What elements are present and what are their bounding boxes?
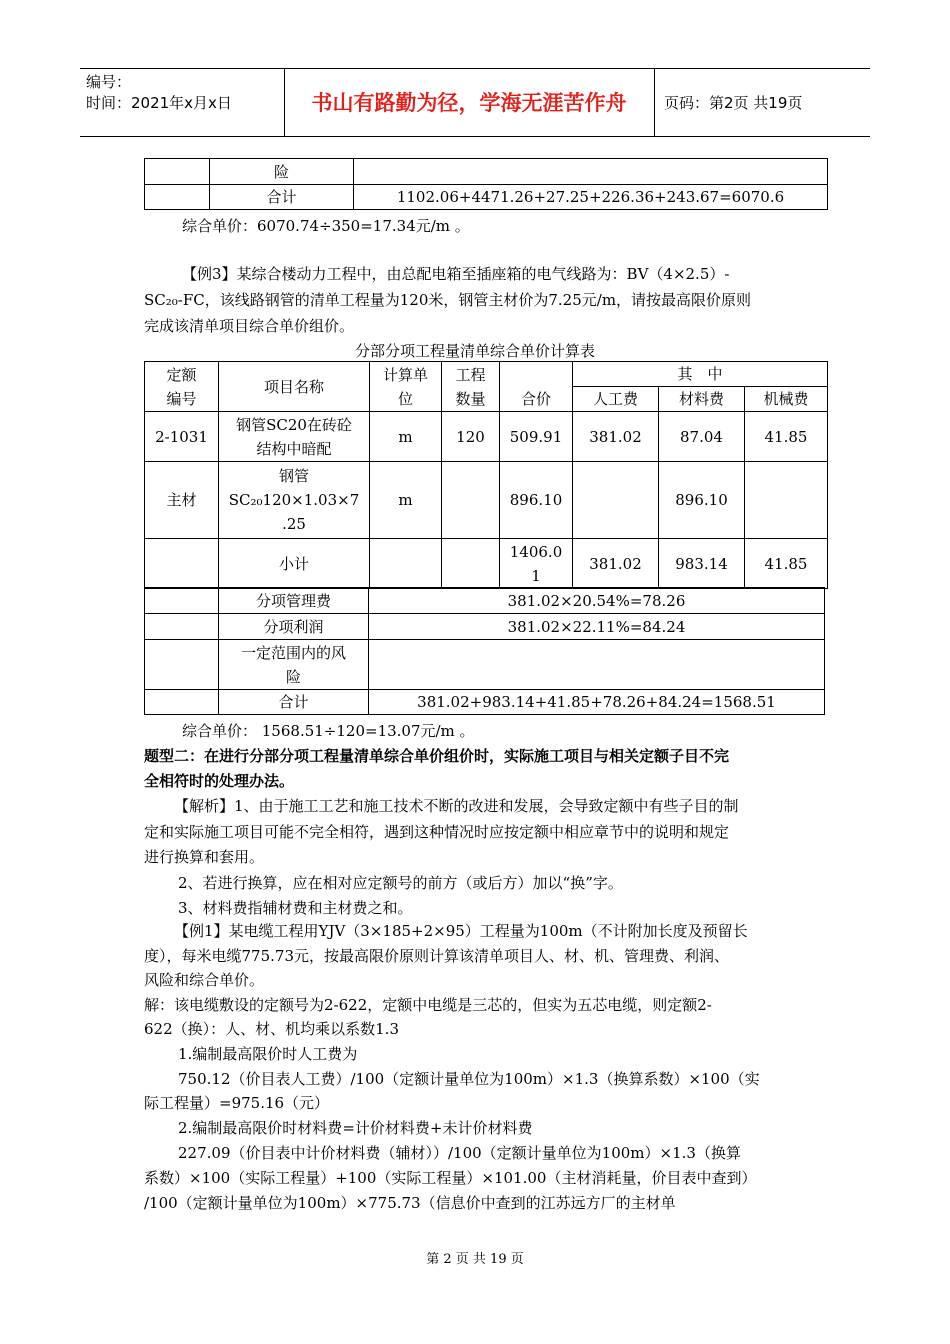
table-cell: 险 — [210, 159, 354, 185]
table-row — [145, 539, 828, 589]
table-cell — [745, 462, 828, 539]
body-line: 定和实际施工项目可能不完全相符，遇到这种情况时应按定额中相应章节中的说明和规定 — [144, 823, 730, 841]
body-line: 2.编制最高限价时材料费=计价材料费+未计价材料费 — [178, 1119, 533, 1137]
example3-line-3: 完成该清单项目综合单价组价。 — [144, 317, 355, 335]
header-motto: 书山有路勤为径，学海无涯苦作舟 — [311, 91, 627, 115]
body-line: 系数）×100（实际工程量）+100（实际工程量）×101.00（主材消耗量，价目表中查到） — [144, 1169, 757, 1187]
table-cell: 87.04 — [659, 412, 745, 462]
table-cell: 1102.06+4471.26+27.25+226.36+243.67=6070.6 — [354, 185, 828, 210]
body-line: 【解析】1、由于施工工艺和施工技术不断的改进和发展，会导致定额中有些子目的制 — [174, 797, 739, 815]
table-cell: 896.10 — [659, 462, 745, 539]
table-cell: m — [370, 462, 442, 539]
table-cell — [573, 462, 659, 539]
header-name: 项目名称 — [219, 362, 370, 412]
body-line: 际工程量）=975.16（元） — [144, 1094, 330, 1112]
body-line: 度），每米电缆775.73元，按最高限价原则计算该清单项目人、材、机、管理费、利润、 — [144, 947, 729, 965]
table-cell — [145, 539, 219, 589]
table-row — [145, 462, 828, 539]
body-line: 3、材料费指辅材费和主材费之和。 — [178, 899, 413, 917]
type2-title-2: 全相符时的处理办法。 — [144, 772, 295, 790]
table-cell: 509.91 — [500, 412, 573, 462]
table-cell: m — [370, 412, 442, 462]
body-line: 1.编制最高限价时人工费为 — [178, 1045, 358, 1063]
table-cell — [442, 462, 500, 539]
table-cell — [369, 640, 825, 690]
table-cell — [145, 185, 210, 210]
table-cell — [370, 539, 442, 589]
table-cell: 一定范围内的风 险 — [219, 640, 369, 690]
unit-price-table — [144, 361, 828, 589]
table-cell — [145, 614, 219, 640]
table-cell: 983.14 — [659, 539, 745, 589]
table-cell: 381.02+983.14+41.85+78.26+84.24=1568.51 — [369, 690, 825, 715]
table-cell: 钢管SC20在砖砼 结构中暗配 — [219, 412, 370, 462]
table-cell: 381.02×22.11%=84.24 — [369, 614, 825, 640]
header-number: 编号： — [86, 73, 132, 91]
page-footer: 第 2 页 共 19 页 — [426, 1252, 524, 1267]
header-left-block — [86, 72, 232, 114]
example3-line-1: 【例3】某综合楼动力工程中，由总配电箱至插座箱的电气线路为：BV（4×2.5）- — [182, 265, 730, 283]
table2-title: 分部分项工程量清单综合单价计算表 — [354, 342, 595, 360]
table-continuation — [144, 158, 828, 210]
table-cell — [145, 159, 210, 185]
header-page-info: 页码：第2页 共19页 — [664, 93, 803, 112]
table-cell: 896.10 — [500, 462, 573, 539]
table-cell: 分项利润 — [219, 614, 369, 640]
header-unit: 计算单 位 — [370, 362, 442, 412]
summary-table — [144, 587, 825, 715]
table-row — [145, 588, 825, 614]
table-row — [145, 185, 828, 210]
header-total: 合价 — [500, 362, 573, 412]
table-row — [145, 159, 828, 185]
type2-title-1: 题型二：在进行分部分项工程量清单综合单价组价时，实际施工项目与相关定额子目不完 — [144, 747, 730, 765]
table-cell: 381.02×20.54%=78.26 — [369, 588, 825, 614]
unit-price-1: 综合单价：6070.74÷350=17.34元/m 。 — [182, 217, 470, 235]
table-cell: 120 — [442, 412, 500, 462]
table-row — [145, 640, 825, 690]
table-cell: 381.02 — [573, 412, 659, 462]
table-cell: 主材 — [145, 462, 219, 539]
table-cell: 1406.0 1 — [500, 539, 573, 589]
table-cell — [442, 539, 500, 589]
header-among: 其 中 — [573, 362, 828, 387]
body-line: 622（换）：人、材、机均乘以系数1.3 — [144, 1020, 399, 1038]
body-line: 227.09（价目表中计价材料费（辅材））/100（定额计量单位为100m）×1.3（换算 — [178, 1144, 741, 1162]
body-line: 750.12（价目表人工费）/100（定额计量单位为100m）×1.3（换算系数）×100（实 — [178, 1070, 760, 1088]
body-line: 进行换算和套用。 — [144, 848, 265, 866]
table-cell — [145, 690, 219, 715]
table-cell: 381.02 — [573, 539, 659, 589]
example3-line-2: SC₂₀-FC，该线路钢管的清单工程量为120米，钢管主材价为7.25元/m，请按最高限价原则 — [144, 291, 752, 309]
header-qty: 工程 数量 — [442, 362, 500, 412]
header-bottom-rule — [80, 136, 870, 137]
table-row — [145, 690, 825, 715]
unit-price-2: 综合单价： 1568.51÷120=13.07元/m 。 — [182, 722, 475, 740]
table-row — [145, 614, 825, 640]
table-cell: 2-1031 — [145, 412, 219, 462]
body-line: 解：该电缆敷设的定额号为2-622，定额中电缆是三芯的，但实为五芯电缆，则定额2- — [144, 996, 712, 1014]
table-cell: 41.85 — [745, 412, 828, 462]
table-row — [145, 412, 828, 462]
table-cell — [145, 640, 219, 690]
table-header-row — [145, 362, 828, 387]
header-machine: 机械费 — [745, 387, 828, 412]
table-cell: 分项管理费 — [219, 588, 369, 614]
table-cell: 合计 — [210, 185, 354, 210]
header-code: 定额 编号 — [145, 362, 219, 412]
header-divider-right — [654, 68, 655, 136]
header-labor: 人工费 — [573, 387, 659, 412]
header-material: 材料费 — [659, 387, 745, 412]
header-date: 时间：2021年x月x日 — [86, 94, 232, 112]
table-cell: 41.85 — [745, 539, 828, 589]
body-line: 风险和综合单价。 — [144, 971, 265, 989]
body-line: 【例1】某电缆工程用YJV（3×185+2×95）工程量为100m（不计附加长度及预留长 — [174, 922, 748, 940]
table-cell: 合计 — [219, 690, 369, 715]
table-cell — [354, 159, 828, 185]
body-line: /100（定额计量单位为100m）×775.73（信息价中查到的江苏远方厂的主材单 — [144, 1194, 676, 1212]
table-cell: 钢管 SC₂₀120×1.03×7 .25 — [219, 462, 370, 539]
body-line: 2、若进行换算，应在相对应定额号的前方（或后方）加以“换”字。 — [178, 874, 623, 892]
table-cell — [145, 588, 219, 614]
table-cell: 小计 — [219, 539, 370, 589]
